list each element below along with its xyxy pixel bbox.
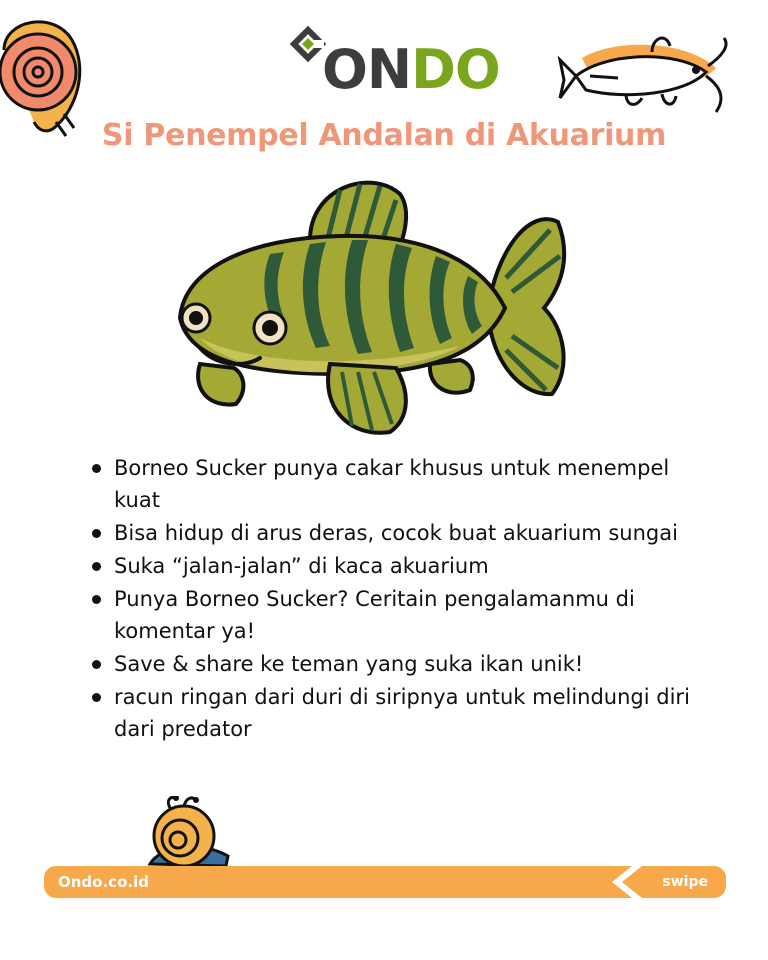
list-item: Punya Borneo Sucker? Ceritain pengalamanmu di komentar ya! <box>88 583 708 647</box>
swipe-label: swipe <box>662 874 708 890</box>
borneo-sucker-fish-icon <box>160 168 580 448</box>
catfish-icon <box>556 28 732 124</box>
list-item: Borneo Sucker punya cakar khusus untuk menempel kuat <box>88 452 708 516</box>
list-item: racun ringan dari duri di siripnya untuk melindungi diri dari predator <box>88 681 708 745</box>
footer-site-link[interactable]: Ondo.co.id <box>58 873 149 891</box>
list-item: Save & share ke teman yang suka ikan unik! <box>88 648 708 680</box>
chevron-left-icon <box>608 866 648 898</box>
snail-icon <box>140 796 236 870</box>
brand-wordmark-part1: ON <box>322 38 412 101</box>
list-item: Suka “jalan-jalan” di kaca akuarium <box>88 550 708 582</box>
brand-wordmark-part2: DO <box>411 38 500 101</box>
fact-list <box>88 452 708 746</box>
page-title: Si Penempel Andalan di Akuarium <box>101 118 667 153</box>
brand-wordmark <box>322 40 500 100</box>
swipe-button[interactable] <box>608 866 726 898</box>
brand-logo <box>288 22 500 102</box>
list-item: Bisa hidup di arus deras, cocok buat akuarium sungai <box>88 517 708 549</box>
